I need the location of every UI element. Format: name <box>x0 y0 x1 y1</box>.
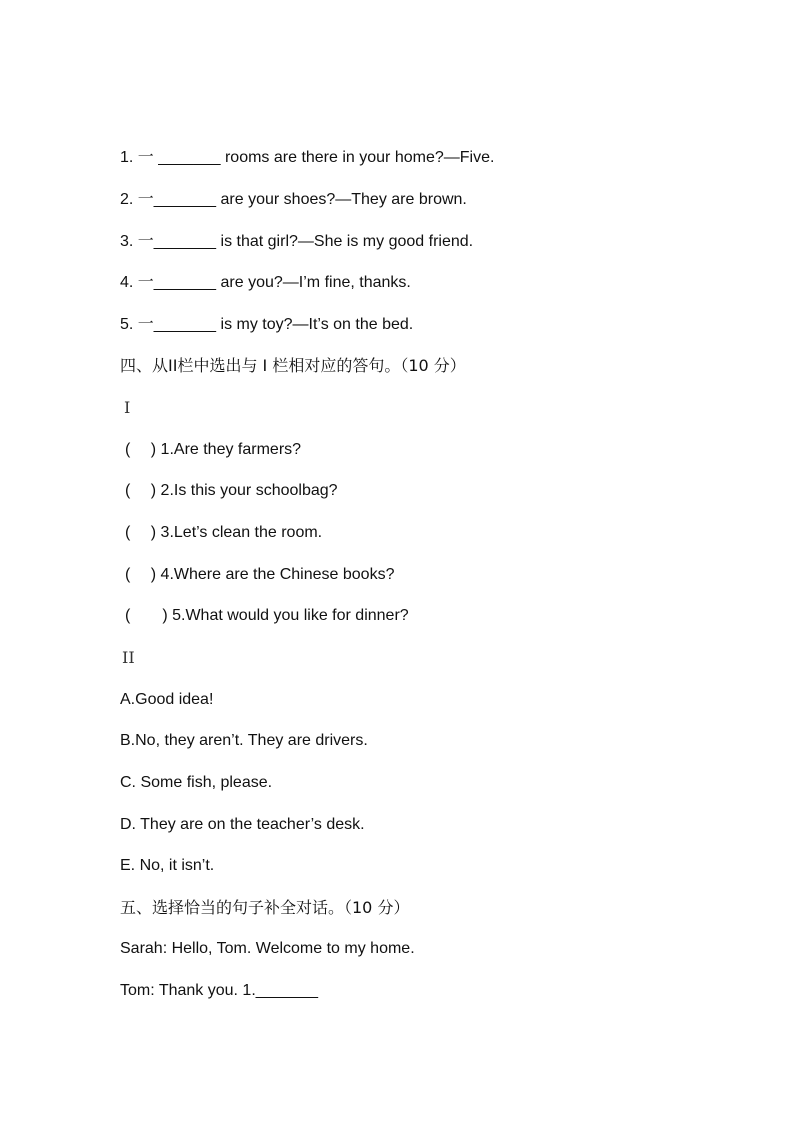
column-2-label: II <box>122 648 135 667</box>
question-1: 1. 一 _______ rooms are there in your home?—Five. <box>120 149 495 166</box>
answer-option-a: A.Good idea! <box>120 691 214 708</box>
match-item-5: ( ) 5.What would you like for dinner? <box>125 607 409 624</box>
column-1-label: I <box>124 398 131 417</box>
match-item-2: ( ) 2.Is this your schoolbag? <box>125 482 338 499</box>
dialogue-line-2: Tom: Thank you. 1._______ <box>120 982 319 999</box>
question-3: 3. 一_______ is that girl?—She is my good friend. <box>120 233 474 250</box>
answer-option-b: B.No, they aren’t. They are drivers. <box>120 732 368 749</box>
answer-option-e: E. No, it isn’t. <box>120 857 215 874</box>
answer-option-d: D. They are on the teacher’s desk. <box>120 816 365 833</box>
question-4: 4. 一_______ are you?—I’m fine, thanks. <box>120 274 411 291</box>
section-5-heading: 五、选择恰当的句子补全对话。（10 分） <box>120 898 410 917</box>
match-item-1: ( ) 1.Are they farmers? <box>125 441 302 458</box>
match-item-3: ( ) 3.Let’s clean the room. <box>125 524 323 541</box>
dialogue-line-1: Sarah: Hello, Tom. Welcome to my home. <box>120 940 415 957</box>
match-item-4: ( ) 4.Where are the Chinese books? <box>125 566 395 583</box>
section-4-heading: 四、从II栏中选出与 I 栏相对应的答句。（10 分） <box>120 356 466 375</box>
question-5: 5. 一_______ is my toy?—It’s on the bed. <box>120 316 414 333</box>
question-2: 2. 一_______ are your shoes?—They are brown. <box>120 191 467 208</box>
answer-option-c: C. Some fish, please. <box>120 774 273 791</box>
